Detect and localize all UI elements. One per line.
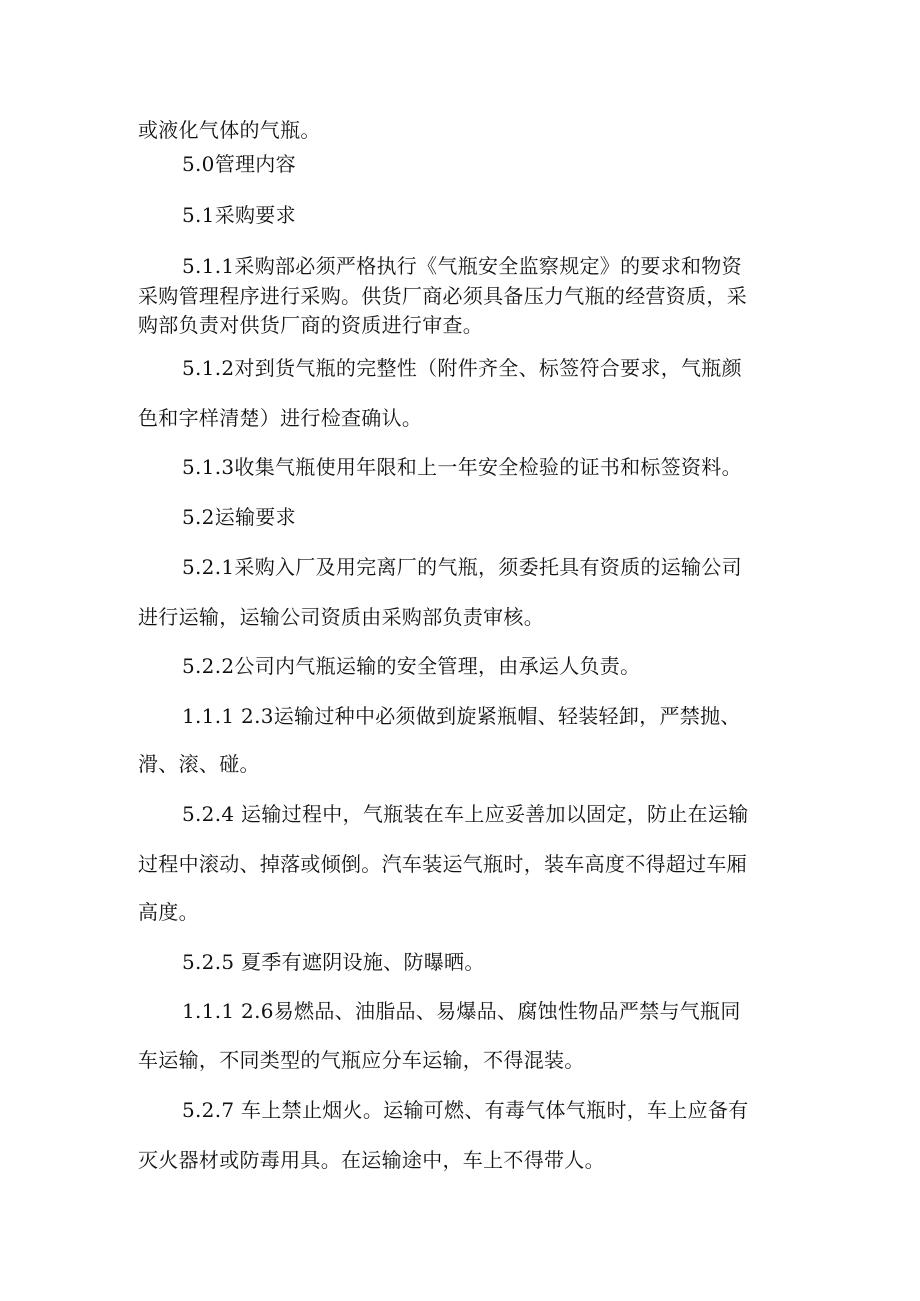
section-heading: 5.2运输要求 [182, 505, 296, 529]
text-line: 5.1.2对到货气瓶的完整性（附件齐全、标签符合要求，气瓶颜 [182, 356, 742, 380]
text-line: 滑、滚、碰。 [138, 752, 260, 776]
section-heading: 5.0管理内容 [182, 152, 296, 176]
text-line: 5.2.4 运输过程中，气瓶装在车上应妥善加以固定，防止在运输 [182, 802, 749, 826]
text-line: 过程中滚动、掉落或倾倒。汽车装运气瓶时，装车高度不得超过车厢 [138, 852, 747, 876]
text-line: 购部负责对供货厂商的资质进行审查。 [138, 313, 484, 337]
text-line: 1.1.1 2.3运输过种中必须做到旋紧瓶帽、轻装轻卸，严禁抛、 [182, 704, 741, 728]
text-line: 车运输，不同类型的气瓶应分车运输，不得混装。 [138, 1048, 585, 1072]
text-line: 5.2.2公司内气瓶运输的安全管理，由承运人负责。 [182, 654, 641, 678]
text-line: 采购管理程序进行采购。供货厂商必须具备压力气瓶的经营资质，采 [138, 284, 747, 308]
text-line: 进行运输，运输公司资质由采购部负责审核。 [138, 605, 544, 629]
text-line: 5.2.5 夏季有遮阴设施、防曝晒。 [182, 950, 485, 974]
text-line: 5.1.1采购部必须严格执行《气瓶安全监察规定》的要求和物资 [182, 254, 742, 278]
text-line: 5.2.1采购入厂及用完离厂的气瓶，须委托具有资质的运输公司 [182, 555, 742, 579]
text-line: 5.2.7 车上禁止烟火。运输可燃、有毒气体气瓶时，车上应备有 [182, 1098, 749, 1122]
text-line: 灭火器材或防毒用具。在运输途中，车上不得带人。 [138, 1148, 605, 1172]
text-line: 高度。 [138, 900, 199, 924]
section-heading: 5.1采购要求 [182, 203, 296, 227]
text-line: 5.1.3收集气瓶使用年限和上一年安全检验的证书和标签资料。 [182, 455, 742, 479]
text-line: 1.1.1 2.6易燃品、油脂品、易爆品、腐蚀性物品严禁与气瓶同 [182, 999, 741, 1023]
text-line: 色和字样清楚）进行检查确认。 [138, 406, 423, 430]
text-line: 或液化气体的气瓶。 [138, 118, 321, 142]
